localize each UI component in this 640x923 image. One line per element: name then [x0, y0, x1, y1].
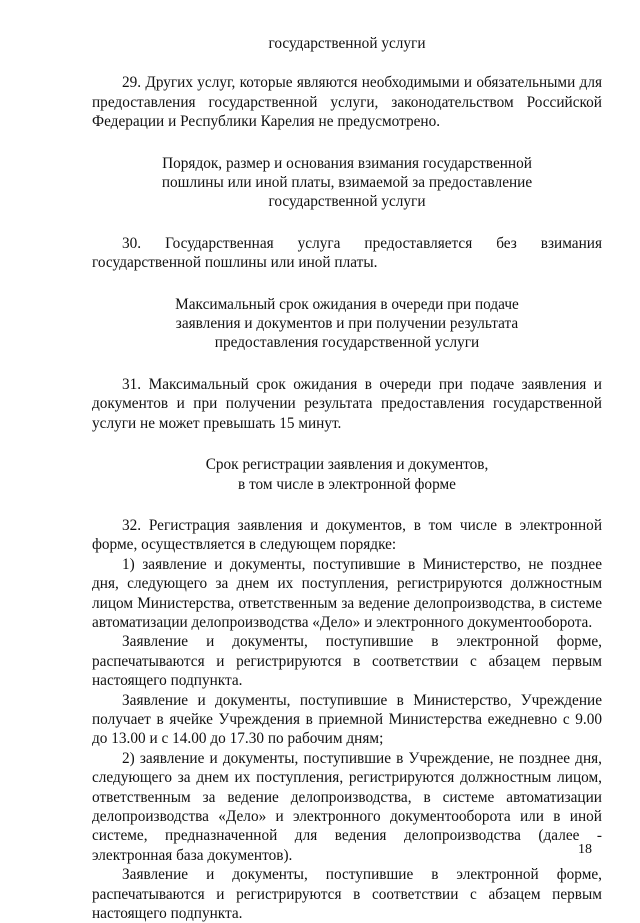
- document-page: [92, 34, 602, 923]
- heading-queue: [92, 295, 602, 353]
- heading-fee-line: Порядок, размер и основания взимания государственной: [162, 154, 532, 172]
- top-heading: государственной услуги: [268, 35, 426, 52]
- heading-registration-line: в том числе в электронной форме: [238, 475, 456, 493]
- heading-fee-line: пошлины или иной платы, взимаемой за предоставление: [161, 174, 533, 192]
- heading-queue-line: Максимальный срок ожидания в очереди при подаче: [175, 295, 519, 313]
- paragraph-32-1-electronic: Заявление и документы, поступившие в электронной форме, распечатываются и регистрируются в соответствии с абзацем первым настоящего подпункта.: [92, 633, 602, 690]
- paragraph-32-1: 1) заявление и документы, поступившие в Министерство, не позднее дня, следующего за днем их поступления, регистрируются должностным лицом Министерства, ответственным за ведение делопроизводства, в системе автоматизации делопроизводства «Дело» и электронного документооборота.: [92, 555, 602, 631]
- heading-queue-line: заявления и документов и при получении результата: [175, 315, 519, 333]
- heading-fee-line: государственной услуги: [268, 193, 426, 211]
- paragraph-32-1-institution: Заявление и документы, поступившие в Министерство, Учреждение получает в ячейке Учреждения в приемной Министерства ежедневно с 9.00 до 13.00 и с 14.00 до 17.30 по рабочим дням;: [92, 691, 602, 748]
- page-number: 18: [578, 842, 592, 857]
- paragraph-32-2-electronic: Заявление и документы, поступившие в электронной форме, распечатываются и регистрируются в соответствии с абзацем первым настоящего подпункта.: [92, 866, 602, 923]
- paragraph-32-2: 2) заявление и документы, поступившие в Учреждение, не позднее дня, следующего за днем их поступления, регистрируются должностным лицом, ответственным за ведение делопроизводства, в системе автоматизации делопроизводства «Дело» и электронного документооборота или в иной системе, предназначенной для ведения делопроизводства (далее - электронная база документов).: [92, 749, 602, 864]
- heading-registration: [92, 455, 602, 494]
- paragraph-30: 30. Государственная услуга предоставляется без взимания государственной пошлины или иной платы.: [92, 234, 602, 272]
- heading-registration-line: Срок регистрации заявления и документов,: [205, 456, 489, 474]
- paragraph-32: 32. Регистрация заявления и документов, в том числе в электронной форме, осуществляется в следующем порядке:: [92, 516, 602, 554]
- paragraph-29: 29. Других услуг, которые являются необходимыми и обязательными для предоставления государственной услуги, законодательством Российской Федерации и Республики Карелия не предусмотрено.: [92, 74, 602, 131]
- heading-queue-line: предоставления государственной услуги: [214, 334, 480, 352]
- paragraph-31: 31. Максимальный срок ожидания в очереди при подаче заявления и документов и при получении результата предоставления государственной услуги не может превышать 15 минут.: [92, 375, 602, 432]
- heading-fee: [92, 154, 602, 212]
